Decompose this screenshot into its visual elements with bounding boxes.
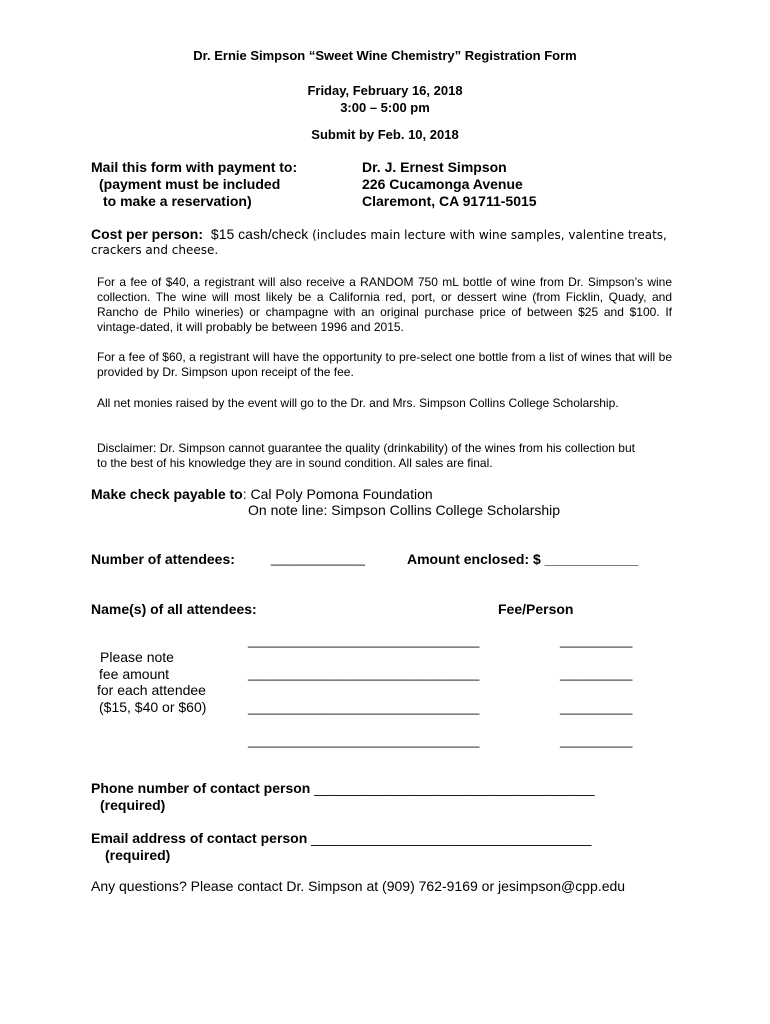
fee-note-4: ($15, $40 or $60) [99,699,207,715]
address-city: Claremont, CA 91711-5015 [362,193,537,209]
attendee-names-label: Name(s) of all attendees: [91,601,257,617]
event-time: 3:00 – 5:00 pm [340,100,430,115]
attendee-fee-field-4[interactable]: __________ [560,733,633,748]
mail-note-2: to make a reservation) [103,193,252,209]
attendee-count-field[interactable]: _____________ [271,551,365,566]
phone-field[interactable]: ____________________________________ [314,780,595,796]
amount-enclosed-field[interactable]: Amount enclosed: $ ____________ [407,551,639,567]
attendee-fee-field-2[interactable]: __________ [560,666,633,681]
address-name: Dr. J. Ernest Simpson [362,159,507,175]
cost-line [91,226,667,242]
mail-note-1: (payment must be included [99,176,281,192]
phone-required: (required) [100,797,166,813]
check-note-line: On note line: Simpson Collins College Scholarship [248,502,561,518]
fee-note-3: for each attendee [97,682,206,698]
cost-includes-cont: crackers and cheese. [91,243,219,257]
questions-contact: Any questions? Please contact Dr. Simpson at (909) 762-9169 or jesimpson@cpp.edu [91,878,626,894]
cost-includes: (includes main lecture with wine samples, valentine treats, [312,228,667,242]
paragraph-60-fee: For a fee of $60, a registrant will have the opportunity to pre-select one bottle from a list of wines that will be provided by Dr. Simpson upon receipt of the fee. [97,350,672,379]
event-date: Friday, February 16, 2018 [307,83,463,98]
fee-note-1: Please note [100,649,174,665]
paragraph-disclaimer: Disclaimer: Dr. Simpson cannot guarantee the quality (drinkability) of the wines from his collection but to the best of his knowledge they are in sound condition. All sales are final. [97,441,635,470]
address-street: 226 Cucamonga Avenue [362,176,523,192]
check-payee: : Cal Poly Pomona Foundation [242,486,433,502]
attendee-name-field-1[interactable]: ________________________________ [248,633,480,648]
mail-instruction: Mail this form with payment to: [91,159,298,175]
form-title: Dr. Ernie Simpson “Sweet Wine Chemistry” Registration Form [193,48,577,63]
submit-deadline: Submit by Feb. 10, 2018 [311,127,459,142]
check-payable-line [91,486,433,502]
paragraph-40-fee: For a fee of $40, a registrant will also receive a RANDOM 750 mL bottle of wine from Dr. Simpson’s wine collection. The wine will most likely be a California red, port, or dessert wine (from Ficklin, Quady, and Rancho de Philo wineries) or champagne with an original purchase price of between $25 and $100. If vintage-dated, it will probably be between 1996 and 2015. [97,275,672,334]
fee-note-2: fee amount [99,666,170,682]
email-label: Email address of contact person [91,830,312,846]
attendee-fee-field-3[interactable]: __________ [560,700,633,715]
fee-per-person-label: Fee/Person [498,601,574,617]
attendee-name-field-4[interactable]: ________________________________ [248,733,480,748]
check-label: Make check payable to [91,486,243,502]
phone-line [91,780,595,796]
attendee-fee-field-1[interactable]: __________ [560,633,633,648]
cost-amount: $15 cash/check [210,226,309,242]
attendee-name-field-2[interactable]: ________________________________ [248,666,480,681]
email-required: (required) [105,847,171,863]
paragraph-proceeds: All net monies raised by the event will go to the Dr. and Mrs. Simpson Collins College Scholarship. [97,396,619,410]
attendee-name-field-3[interactable]: ________________________________ [248,700,480,715]
email-field[interactable]: ____________________________________ [311,830,592,846]
attendee-count-label: Number of attendees: [91,551,235,567]
cost-label: Cost per person: [91,226,204,242]
phone-label: Phone number of contact person [91,780,315,796]
email-line [91,830,591,846]
